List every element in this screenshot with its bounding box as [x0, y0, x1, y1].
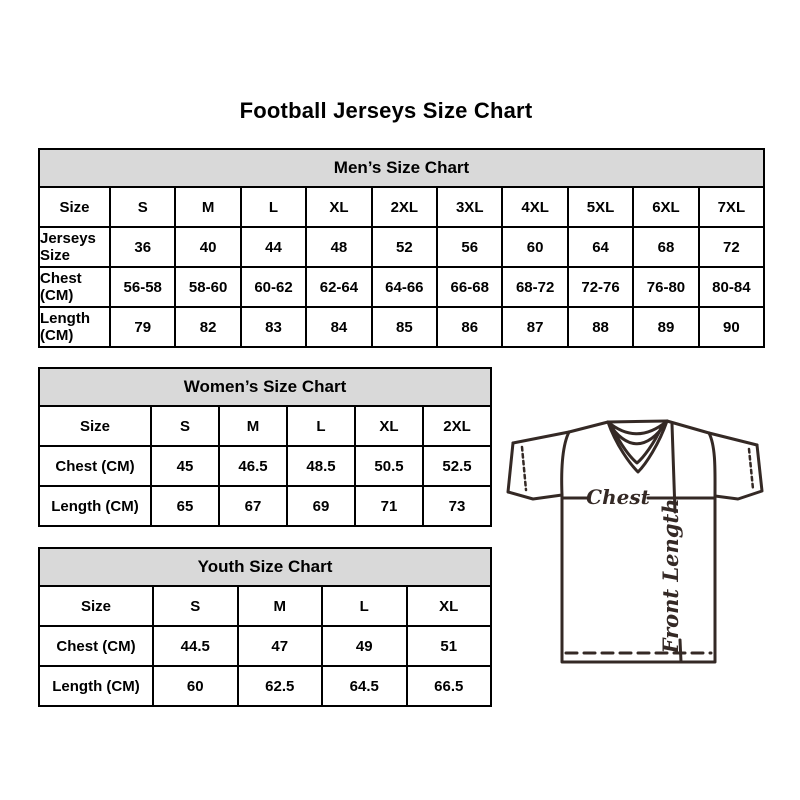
- table-cell: 48: [307, 228, 372, 266]
- row-label: Length (CM): [40, 308, 111, 346]
- row-label: Jerseys Size: [40, 228, 111, 266]
- jersey-left-armhole: [562, 432, 569, 495]
- table-row: [40, 228, 763, 268]
- table-cell: 73: [448, 497, 466, 515]
- table-row: [40, 188, 763, 228]
- table-cell: 2XL: [373, 188, 438, 226]
- table-cell: 79: [111, 308, 176, 346]
- table-cell: 87: [503, 308, 568, 346]
- table-row: [40, 487, 490, 525]
- table-cell: L: [323, 587, 408, 625]
- womens-table-header: Women’s Size Chart: [40, 369, 490, 407]
- table-cell: 72-76: [569, 268, 634, 306]
- table-cell: 50.5: [356, 447, 424, 485]
- table-cell: 51: [440, 637, 458, 655]
- table-cell: 64-66: [373, 268, 438, 306]
- table-cell: 58-60: [176, 268, 241, 306]
- table-cell: 52.5: [442, 457, 472, 475]
- table-cell: 66-68: [438, 268, 503, 306]
- table-cell: 67: [220, 487, 288, 525]
- chest-label: Chest: [586, 485, 650, 509]
- table-cell: 47: [239, 627, 324, 665]
- womens-table-body: [40, 407, 490, 525]
- table-cell: 60: [154, 667, 239, 705]
- jersey-right-sleeve: [715, 445, 762, 499]
- table-cell: M: [220, 407, 288, 445]
- table-cell: 64.5: [323, 667, 408, 705]
- table-cell: 64: [569, 228, 634, 266]
- row-label: Size: [40, 587, 154, 625]
- row-label: Chest (CM): [40, 627, 154, 665]
- table-cell: 89: [634, 308, 699, 346]
- table-cell: XL: [356, 407, 424, 445]
- table-cell: 5XL: [569, 188, 634, 226]
- table-cell: 62.5: [239, 667, 324, 705]
- youth-table-header: Youth Size Chart: [40, 549, 490, 587]
- table-cell: 84: [307, 308, 372, 346]
- jersey-right-armhole: [709, 433, 715, 496]
- table-row: [40, 587, 490, 627]
- table-cell: 40: [176, 228, 241, 266]
- row-label: Size: [40, 407, 152, 445]
- table-cell: 66.5: [434, 677, 464, 695]
- jersey-collar-top: [608, 421, 667, 422]
- table-cell: 76-80: [634, 268, 699, 306]
- table-cell: 45: [152, 447, 220, 485]
- table-row: [40, 667, 490, 705]
- row-label: Chest (CM): [40, 268, 111, 306]
- table-row: [40, 447, 490, 487]
- table-cell: 85: [373, 308, 438, 346]
- left-cuff-dashed-line: [522, 447, 526, 490]
- table-cell: 49: [323, 627, 408, 665]
- row-label: Chest (CM): [40, 447, 152, 485]
- table-cell: L: [242, 188, 307, 226]
- row-label: Size: [40, 188, 111, 226]
- table-cell: M: [176, 188, 241, 226]
- jersey-left-shoulder: [513, 422, 608, 443]
- table-row: [40, 407, 490, 447]
- front-length-label: Front Length: [658, 498, 683, 654]
- table-cell: 6XL: [634, 188, 699, 226]
- womens-size-table: [38, 367, 492, 527]
- mens-size-table: [38, 148, 765, 348]
- table-cell: 44: [242, 228, 307, 266]
- table-cell: XL: [307, 188, 372, 226]
- right-cuff-dashed-line: [749, 449, 753, 489]
- table-cell: 68: [634, 228, 699, 266]
- table-cell: 48.5: [288, 447, 356, 485]
- table-cell: 56: [438, 228, 503, 266]
- youth-size-table: [38, 547, 492, 707]
- mens-table-body: [40, 188, 763, 346]
- table-cell: 4XL: [503, 188, 568, 226]
- table-cell: S: [154, 587, 239, 625]
- table-cell: 68-72: [503, 268, 568, 306]
- mens-table-header: Men’s Size Chart: [40, 150, 763, 188]
- table-cell: 86: [438, 308, 503, 346]
- table-cell: M: [239, 587, 324, 625]
- table-cell: 82: [176, 308, 241, 346]
- table-cell: 3XL: [438, 188, 503, 226]
- row-label: Length (CM): [40, 487, 152, 525]
- jersey-body-outline: [562, 495, 715, 662]
- table-cell: 71: [356, 487, 424, 525]
- table-cell: 7XL: [717, 198, 746, 216]
- table-row: [40, 268, 763, 308]
- jersey-measurement-diagram: [500, 400, 780, 680]
- table-cell: 44.5: [154, 627, 239, 665]
- table-cell: 88: [569, 308, 634, 346]
- row-label: Length (CM): [40, 667, 154, 705]
- table-cell: XL: [439, 597, 459, 615]
- table-cell: 80-84: [712, 278, 751, 296]
- table-cell: 36: [111, 228, 176, 266]
- table-cell: 69: [288, 487, 356, 525]
- table-cell: 90: [723, 318, 740, 336]
- table-cell: 46.5: [220, 447, 288, 485]
- table-cell: 56-58: [111, 268, 176, 306]
- table-cell: S: [111, 188, 176, 226]
- table-cell: 72: [723, 238, 740, 256]
- jersey-left-sleeve: [508, 443, 562, 499]
- table-cell: 2XL: [443, 417, 471, 435]
- youth-table-body: [40, 587, 490, 705]
- table-row: [40, 627, 490, 667]
- table-cell: 60-62: [242, 268, 307, 306]
- table-cell: 60: [503, 228, 568, 266]
- table-row: [40, 308, 763, 346]
- table-cell: 62-64: [307, 268, 372, 306]
- table-cell: 65: [152, 487, 220, 525]
- table-cell: 83: [242, 308, 307, 346]
- table-cell: S: [152, 407, 220, 445]
- page-title: Football Jerseys Size Chart: [239, 98, 533, 123]
- table-cell: L: [288, 407, 356, 445]
- table-cell: 52: [373, 228, 438, 266]
